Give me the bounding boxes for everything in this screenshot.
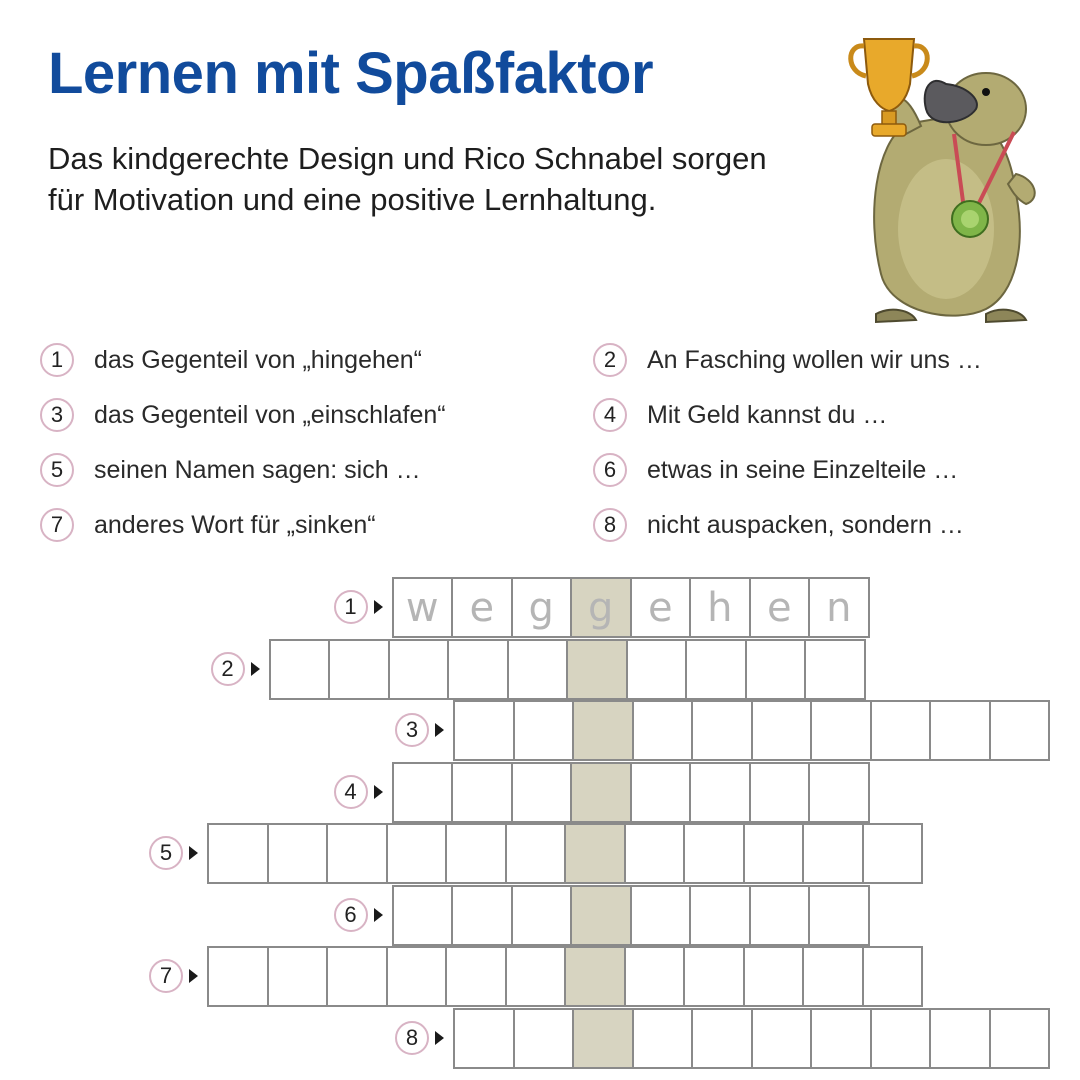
crossword-cell[interactable]: [624, 823, 686, 884]
crossword-cell[interactable]: w: [392, 577, 454, 638]
solution-cell[interactable]: [566, 639, 628, 700]
crossword-row-4: [392, 762, 870, 823]
row-number-badge: 2: [211, 652, 245, 686]
clue-text-1: das Gegenteil von „hingehen“: [94, 345, 423, 374]
crossword-cell[interactable]: [802, 823, 864, 884]
crossword-cell[interactable]: [810, 1008, 872, 1069]
clue-number-7: 7: [40, 508, 74, 542]
row-number-badge: 6: [334, 898, 368, 932]
row-number-badge: 7: [149, 959, 183, 993]
crossword-cell[interactable]: [929, 700, 991, 761]
crossword-cell[interactable]: n: [808, 577, 870, 638]
solution-cell[interactable]: [570, 762, 632, 823]
row-number-badge: 4: [334, 775, 368, 809]
crossword-cell[interactable]: [388, 639, 450, 700]
row-number-badge: 1: [334, 590, 368, 624]
clue-number-1: 1: [40, 343, 74, 377]
crossword-cell[interactable]: [685, 639, 747, 700]
arrow-right-icon: [435, 1031, 444, 1045]
crossword-cell[interactable]: [267, 823, 329, 884]
arrow-right-icon: [251, 662, 260, 676]
crossword-cell[interactable]: [751, 1008, 813, 1069]
crossword-cell[interactable]: [808, 762, 870, 823]
crossword-row-label-1: [334, 590, 383, 624]
clue-3: [40, 395, 446, 435]
crossword-cell[interactable]: [683, 946, 745, 1007]
clue-1: [40, 340, 422, 380]
crossword-cell[interactable]: [511, 762, 573, 823]
clue-text-8: nicht auspacken, sondern …: [647, 510, 964, 539]
solution-cell[interactable]: [572, 700, 634, 761]
crossword-cell[interactable]: [511, 885, 573, 946]
clue-text-3: das Gegenteil von „einschlafen“: [94, 400, 446, 429]
crossword-cell[interactable]: [749, 885, 811, 946]
crossword-cell[interactable]: [445, 823, 507, 884]
crossword-row-5: [207, 823, 923, 884]
crossword-cell[interactable]: [683, 823, 745, 884]
clue-7: [40, 505, 376, 545]
crossword-cell[interactable]: [207, 946, 269, 1007]
crossword-cell[interactable]: [392, 885, 454, 946]
crossword-row-label-8: [395, 1021, 444, 1055]
crossword-row-8: [453, 1008, 1050, 1069]
crossword-cell[interactable]: [689, 885, 751, 946]
crossword-row-label-5: [149, 836, 198, 870]
crossword-row-1: [392, 577, 870, 638]
crossword-cell[interactable]: [751, 700, 813, 761]
clue-number-8: 8: [593, 508, 627, 542]
crossword-cell[interactable]: [808, 885, 870, 946]
arrow-right-icon: [189, 846, 198, 860]
crossword-cell[interactable]: [632, 1008, 694, 1069]
solution-cell[interactable]: [572, 1008, 634, 1069]
crossword-row-3: [453, 700, 1050, 761]
crossword-cell[interactable]: [445, 946, 507, 1007]
crossword-cell[interactable]: [870, 700, 932, 761]
crossword-cell[interactable]: e: [451, 577, 513, 638]
crossword-cell[interactable]: [624, 946, 686, 1007]
crossword-cell[interactable]: [989, 1008, 1051, 1069]
crossword-row-label-6: [334, 898, 383, 932]
crossword-cell[interactable]: [626, 639, 688, 700]
crossword-cell[interactable]: [689, 762, 751, 823]
crossword-cell[interactable]: [749, 762, 811, 823]
crossword-cell[interactable]: [691, 700, 753, 761]
clue-number-5: 5: [40, 453, 74, 487]
row-number-badge: 3: [395, 713, 429, 747]
clue-text-7: anderes Wort für „sinken“: [94, 510, 376, 539]
crossword-cell[interactable]: [513, 1008, 575, 1069]
crossword-cell[interactable]: [451, 885, 513, 946]
crossword-cell[interactable]: [870, 1008, 932, 1069]
clue-text-2: An Fasching wollen wir uns …: [647, 345, 982, 374]
crossword-row-label-4: [334, 775, 383, 809]
clue-8: [593, 505, 964, 545]
clue-number-2: 2: [593, 343, 627, 377]
crossword-row-7: [207, 946, 923, 1007]
crossword-cell[interactable]: [207, 823, 269, 884]
crossword-cell[interactable]: [804, 639, 866, 700]
crossword-cell[interactable]: [392, 762, 454, 823]
arrow-right-icon: [374, 600, 383, 614]
crossword-cell[interactable]: [802, 946, 864, 1007]
solution-cell[interactable]: g: [570, 577, 632, 638]
crossword-cell[interactable]: [447, 639, 509, 700]
crossword-cell[interactable]: [862, 946, 924, 1007]
crossword-cell[interactable]: [269, 639, 331, 700]
crossword-cell[interactable]: [691, 1008, 753, 1069]
crossword-cell[interactable]: [743, 823, 805, 884]
crossword-cell[interactable]: [630, 762, 692, 823]
clue-text-5: seinen Namen sagen: sich …: [94, 455, 421, 484]
arrow-right-icon: [435, 723, 444, 737]
crossword-cell[interactable]: [989, 700, 1051, 761]
clue-number-4: 4: [593, 398, 627, 432]
crossword-cell[interactable]: [810, 700, 872, 761]
crossword-cell[interactable]: [326, 946, 388, 1007]
crossword-cell[interactable]: [862, 823, 924, 884]
arrow-right-icon: [374, 908, 383, 922]
crossword-cell[interactable]: [630, 885, 692, 946]
clue-text-6: etwas in seine Einzelteile …: [647, 455, 959, 484]
crossword-row-6: [392, 885, 870, 946]
solution-cell[interactable]: [564, 823, 626, 884]
crossword-cell[interactable]: e: [630, 577, 692, 638]
clue-number-6: 6: [593, 453, 627, 487]
clue-4: [593, 395, 887, 435]
page-subtitle: Das kindgerechte Design und Rico Schnabel sorgen für Motivation und eine positive Lernhaltung.: [48, 141, 767, 217]
platypus-with-trophy-icon: [836, 14, 1050, 334]
crossword-row-label-2: [211, 652, 260, 686]
crossword-cell[interactable]: [745, 639, 807, 700]
crossword-cell[interactable]: [453, 1008, 515, 1069]
crossword-row-label-7: [149, 959, 198, 993]
crossword-cell[interactable]: [929, 1008, 991, 1069]
crossword-cell[interactable]: [507, 639, 569, 700]
crossword-cell[interactable]: [505, 823, 567, 884]
crossword-cell[interactable]: [505, 946, 567, 1007]
crossword-row-2: [269, 639, 866, 700]
solution-cell[interactable]: [564, 946, 626, 1007]
crossword-row-label-3: [395, 713, 444, 747]
arrow-right-icon: [189, 969, 198, 983]
row-number-badge: 5: [149, 836, 183, 870]
row-number-badge: 8: [395, 1021, 429, 1055]
clue-number-3: 3: [40, 398, 74, 432]
crossword-cell[interactable]: [328, 639, 390, 700]
crossword-cell[interactable]: [453, 700, 515, 761]
crossword-cell[interactable]: [451, 762, 513, 823]
clue-2: [593, 340, 982, 380]
arrow-right-icon: [374, 785, 383, 799]
crossword-cell[interactable]: [386, 823, 448, 884]
crossword-cell[interactable]: [513, 700, 575, 761]
crossword-cell[interactable]: h: [689, 577, 751, 638]
page-title: Lernen mit Spaßfaktor: [48, 41, 654, 106]
crossword-cell[interactable]: e: [749, 577, 811, 638]
crossword-cell[interactable]: [632, 700, 694, 761]
clue-5: [40, 450, 421, 490]
crossword-cell[interactable]: [386, 946, 448, 1007]
solution-cell[interactable]: [570, 885, 632, 946]
crossword-cell[interactable]: [267, 946, 329, 1007]
crossword-cell[interactable]: [326, 823, 388, 884]
clue-text-4: Mit Geld kannst du …: [647, 400, 888, 429]
crossword-cell[interactable]: g: [511, 577, 573, 638]
crossword-cell[interactable]: [743, 946, 805, 1007]
clue-6: [593, 450, 958, 490]
